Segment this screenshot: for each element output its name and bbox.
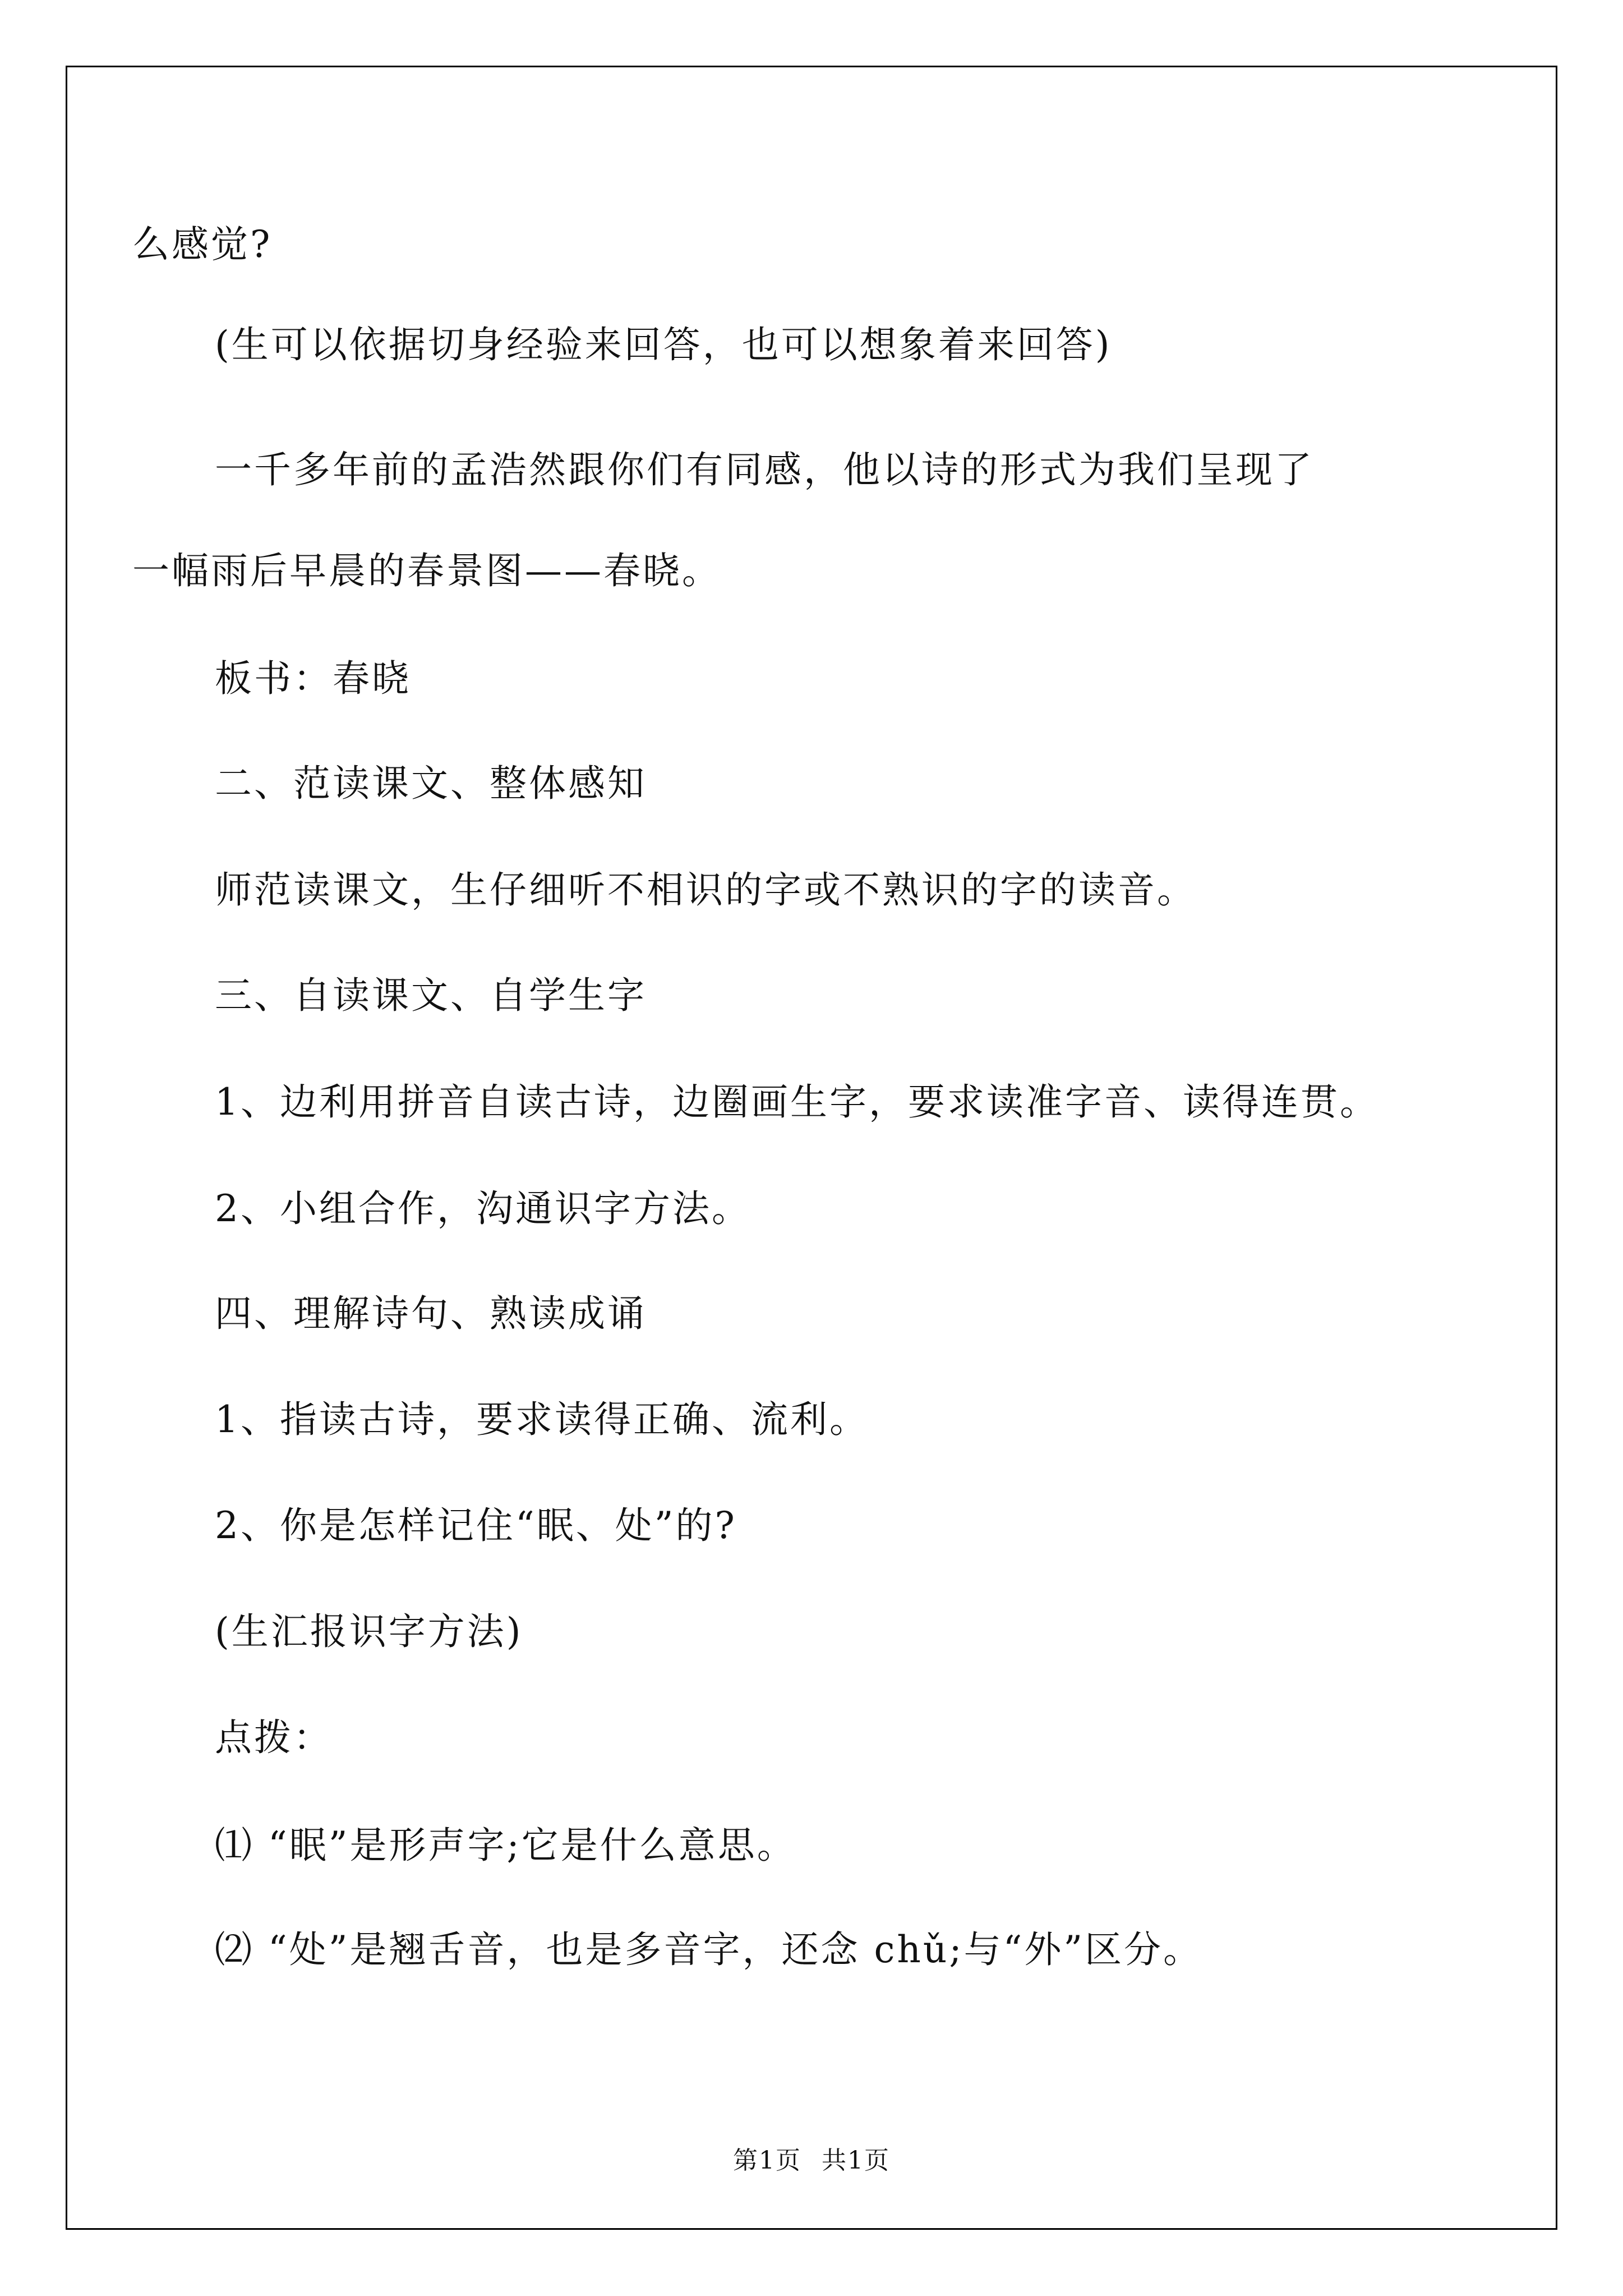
list-item: 2、你是怎样记住“眠、处”的? xyxy=(215,1504,737,1547)
list-item: ⑴ “眠”是形声字;它是什么意思。 xyxy=(215,1824,796,1867)
section-heading: 三、自读课文、自学生字 xyxy=(215,974,647,1017)
text-line: 一千多年前的孟浩然跟你们有同感，他以诗的形式为我们呈现了 xyxy=(215,448,1314,491)
page-number-current: 第1页 xyxy=(733,2146,801,2175)
section-heading: 四、理解诗句、熟读成诵 xyxy=(215,1292,647,1335)
text-line: 点拨： xyxy=(215,1716,333,1759)
list-item: 1、边利用拼音自读古诗，边圈画生字，要求读准字音、读得连贯。 xyxy=(215,1080,1379,1124)
page-footer xyxy=(0,2144,1623,2178)
text-line: (生汇报识字方法) xyxy=(215,1610,523,1653)
page-border xyxy=(66,66,1557,2230)
text-line: (生可以依据切身经验来回答，也可以想象着来回答) xyxy=(215,323,1112,366)
list-item: 2、小组合作，沟通识字方法。 xyxy=(215,1187,751,1230)
text-line: 么感觉? xyxy=(132,223,273,266)
page-number-total: 共1页 xyxy=(822,2146,890,2175)
list-item: ⑵ “处”是翘舌音，也是多音字，还念 chǔ;与“外”区分。 xyxy=(215,1928,1203,1971)
text-line: 一幅雨后早晨的春景图——春晓。 xyxy=(132,549,721,592)
text-line: 师范读课文，生仔细听不相识的字或不熟识的字的读音。 xyxy=(215,868,1196,912)
section-heading: 二、范读课文、整体感知 xyxy=(215,762,647,805)
list-item: 1、指读古诗，要求读得正确、流利。 xyxy=(215,1398,869,1441)
text-line: 板书：春晓 xyxy=(215,657,411,700)
